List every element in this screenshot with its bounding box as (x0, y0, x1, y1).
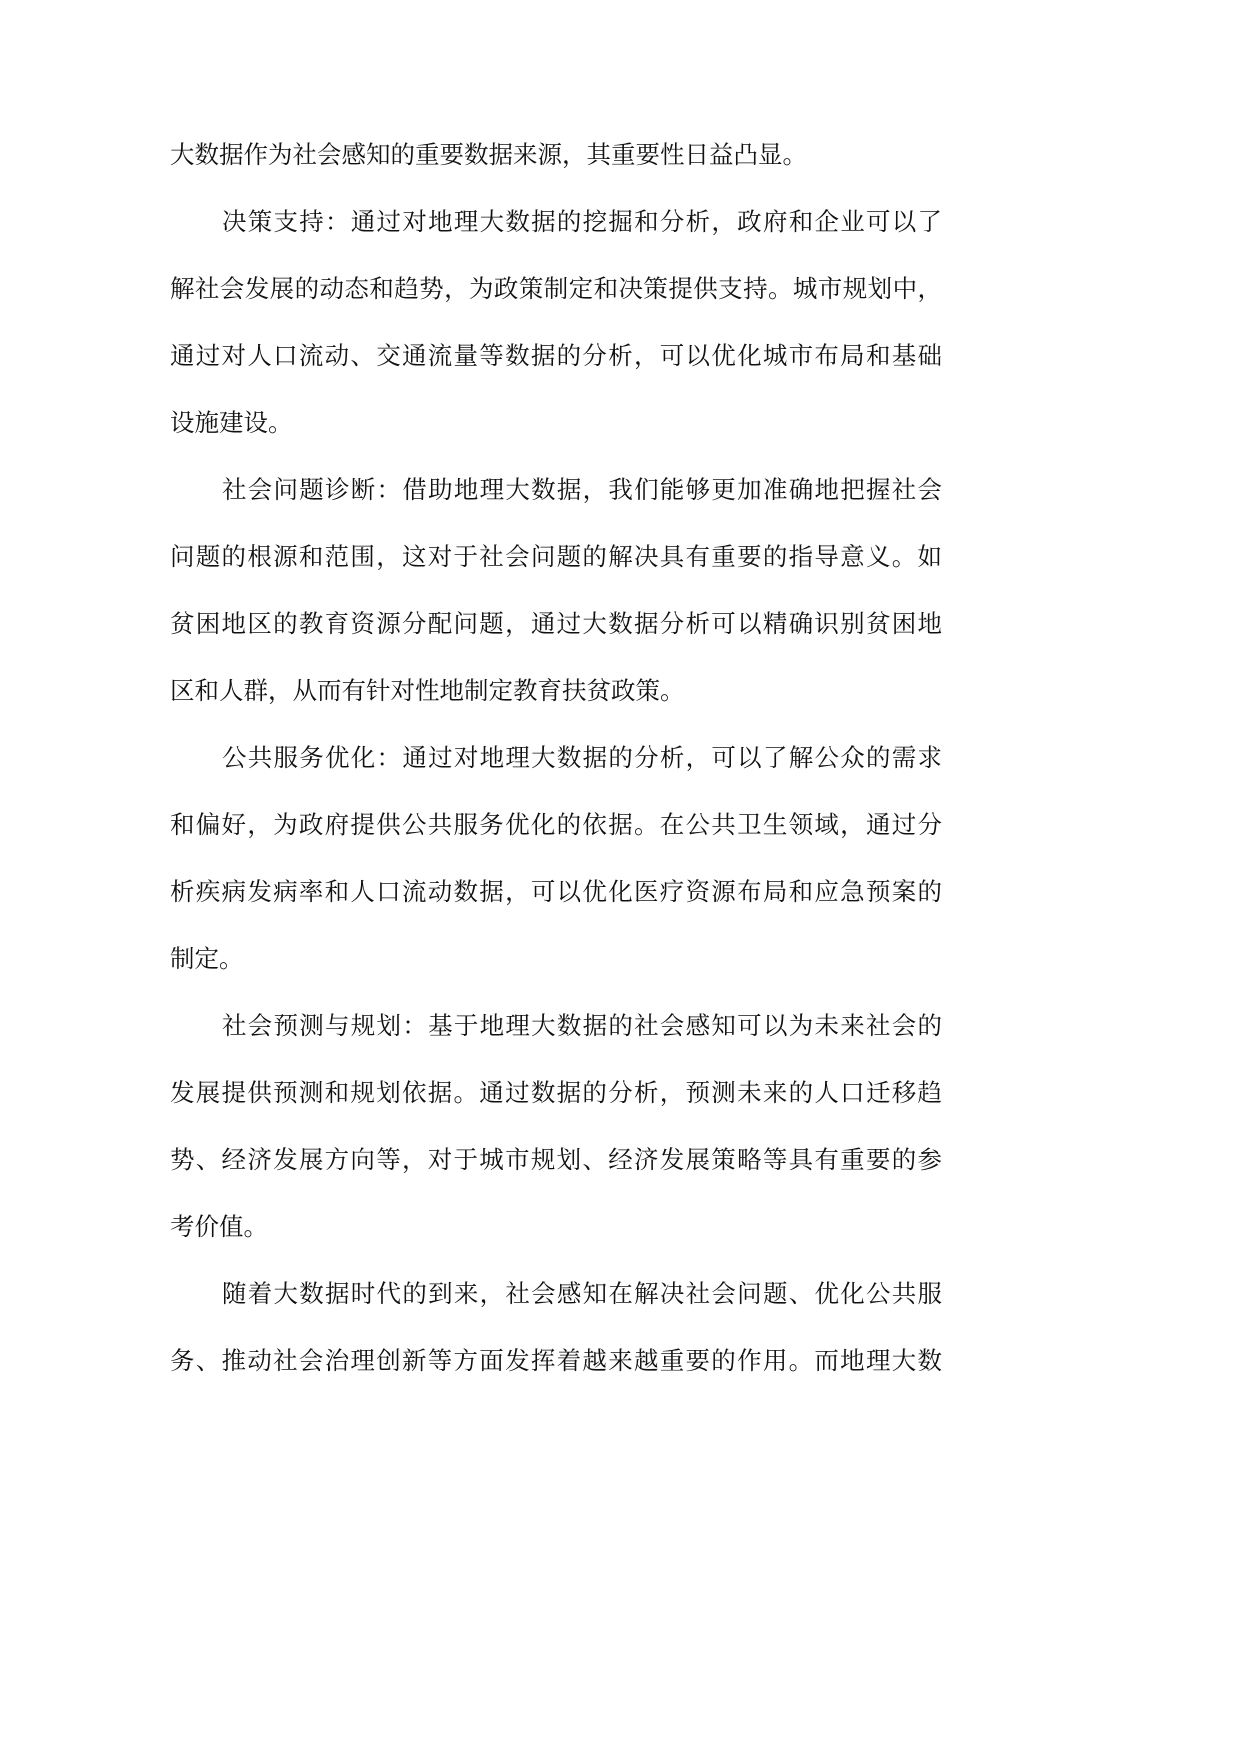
paragraph (170, 122, 942, 189)
paragraph (170, 457, 942, 725)
text-line: 社会预测与规划：基于地理大数据的社会感知可以为未来社会的 (222, 1013, 942, 1040)
text-line: 考价值。 (170, 1214, 268, 1241)
text-line: 势、经济发展方向等，对于城市规划、经济发展策略等具有重要的参 (170, 1147, 942, 1174)
text-line: 和偏好，为政府提供公共服务优化的依据。在公共卫生领域，通过分 (170, 812, 942, 839)
paragraph (170, 993, 942, 1261)
text-line: 问题的根源和范围，这对于社会问题的解决具有重要的指导意义。如 (170, 544, 942, 571)
text-line: 解社会发展的动态和趋势，为政策制定和决策提供支持。城市规划中， (170, 276, 942, 303)
text-line: 通过对人口流动、交通流量等数据的分析，可以优化城市布局和基础 (170, 343, 942, 370)
text-line: 区和人群，从而有针对性地制定教育扶贫政策。 (170, 678, 685, 705)
paragraph (170, 1261, 942, 1395)
text-line: 随着大数据时代的到来，社会感知在解决社会问题、优化公共服 (222, 1281, 942, 1308)
paragraph (170, 189, 942, 457)
text-line: 社会问题诊断：借助地理大数据，我们能够更加准确地把握社会 (222, 477, 942, 504)
text-line: 设施建设。 (170, 410, 293, 437)
text-line: 发展提供预测和规划依据。通过数据的分析，预测未来的人口迁移趋 (170, 1080, 942, 1107)
paragraph (170, 725, 942, 993)
text-line: 制定。 (170, 946, 244, 973)
text-line: 公共服务优化：通过对地理大数据的分析，可以了解公众的需求 (222, 745, 942, 772)
text-line: 大数据作为社会感知的重要数据来源，其重要性日益凸显。 (170, 142, 807, 169)
text-line: 务、推动社会治理创新等方面发挥着越来越重要的作用。而地理大数 (170, 1348, 942, 1375)
text-line: 决策支持：通过对地理大数据的挖掘和分析，政府和企业可以了 (222, 209, 942, 236)
text-line: 析疾病发病率和人口流动数据，可以优化医疗资源布局和应急预案的 (170, 879, 942, 906)
text-line: 贫困地区的教育资源分配问题，通过大数据分析可以精确识别贫困地 (170, 611, 942, 638)
page-body (170, 122, 942, 1395)
